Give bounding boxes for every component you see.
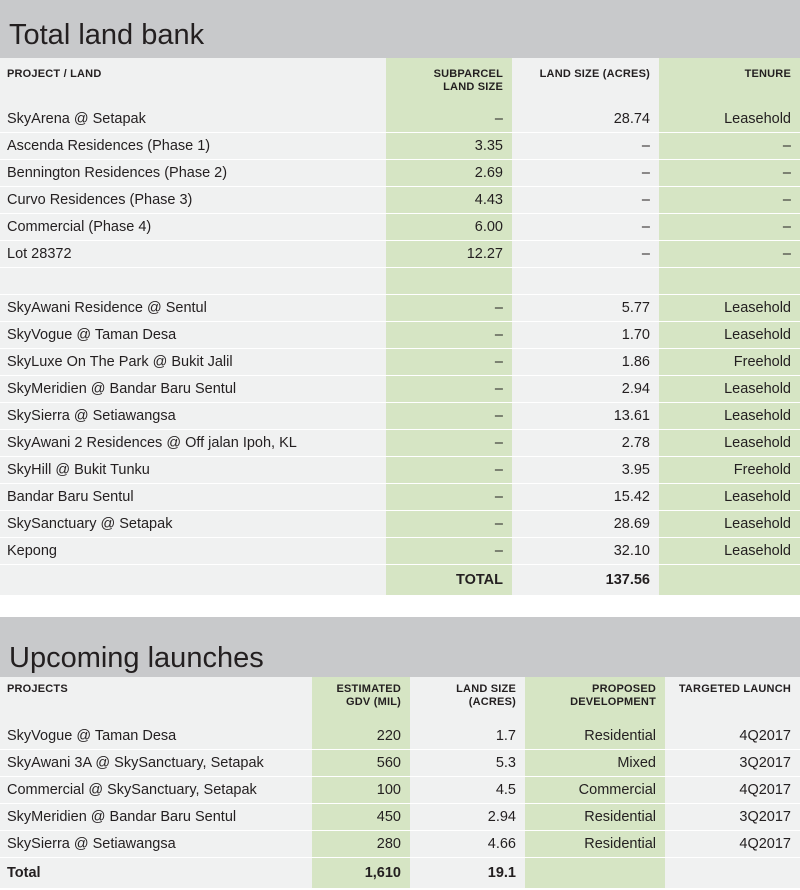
land-size: – [512,214,659,241]
estimated-gdv: 450 [312,804,410,831]
subparcel-size: 6.00 [386,214,512,241]
tenure: Leasehold [659,295,800,322]
tenure: – [659,241,800,268]
launches-table [0,677,800,888]
spacer-cell [386,268,512,295]
col-land-line2: (ACRES) [468,696,516,708]
targeted-launch: 4Q2017 [665,723,800,750]
subparcel-size: – [386,430,512,457]
project-name: Kepong [0,538,386,565]
land-bank-row [0,403,800,430]
spacer-cell [0,268,386,295]
tenure: – [659,160,800,187]
total-empty-cell [0,565,386,595]
tenure: – [659,214,800,241]
subparcel-size: – [386,322,512,349]
launch-project-name: SkySierra @ Setiawangsa [0,831,312,858]
land-size: 2.94 [512,376,659,403]
land-bank-spacer-row [0,268,800,295]
land-size: 1.70 [512,322,659,349]
col-land-size: LAND SIZE (ACRES) [539,68,650,80]
land-bank-header-row [0,58,800,106]
land-size: – [512,187,659,214]
launch-row [0,804,800,831]
tenure: Leasehold [659,106,800,133]
proposed-development: Mixed [525,750,665,777]
project-name: SkyAwani Residence @ Sentul [0,295,386,322]
land-size: 15.42 [512,484,659,511]
tenure: Leasehold [659,376,800,403]
launches-header-row [0,677,800,723]
targeted-launch: 3Q2017 [665,804,800,831]
total-empty-cell [525,858,665,888]
launch-land-size: 4.66 [410,831,525,858]
land-bank-title: Total land bank [9,19,205,51]
land-bank-row [0,322,800,349]
land-bank-row [0,295,800,322]
project-name: SkyLuxe On The Park @ Bukit Jalil [0,349,386,376]
subparcel-size: – [386,403,512,430]
launch-row [0,723,800,750]
tenure: Leasehold [659,430,800,457]
tenure: Leasehold [659,484,800,511]
spacer-cell [659,268,800,295]
tenure: – [659,187,800,214]
subparcel-size: – [386,349,512,376]
subparcel-size: 4.43 [386,187,512,214]
targeted-launch: 4Q2017 [665,777,800,804]
project-name: Ascenda Residences (Phase 1) [0,133,386,160]
section-divider [0,595,800,617]
col-tenure: TENURE [659,58,800,106]
launch-land-size: 4.5 [410,777,525,804]
estimated-gdv: 280 [312,831,410,858]
launch-land-size: 5.3 [410,750,525,777]
land-bank-row [0,133,800,160]
land-size: 28.69 [512,511,659,538]
project-name: SkyHill @ Bukit Tunku [0,457,386,484]
launch-row [0,750,800,777]
land-size: 1.86 [512,349,659,376]
tenure: – [659,133,800,160]
land-size: 13.61 [512,403,659,430]
total-empty-cell [665,858,800,888]
subparcel-size: – [386,376,512,403]
launch-project-name: SkyMeridien @ Bandar Baru Sentul [0,804,312,831]
tenure: Freehold [659,349,800,376]
estimated-gdv: 100 [312,777,410,804]
targeted-launch: 4Q2017 [665,831,800,858]
launches-header [0,617,800,677]
land-bank-table [0,58,800,595]
col-project-land: PROJECT / LAND [7,68,102,80]
tenure: Leasehold [659,403,800,430]
subparcel-size: – [386,538,512,565]
tenure: Leasehold [659,322,800,349]
proposed-development: Residential [525,804,665,831]
col-gdv-line1: ESTIMATED [336,683,401,695]
col-gdv-line2: GDV (MIL) [346,696,401,708]
launch-project-name: SkyVogue @ Taman Desa [0,723,312,750]
project-name: SkyArena @ Setapak [0,106,386,133]
land-size: – [512,160,659,187]
subparcel-size: – [386,106,512,133]
tenure: Leasehold [659,511,800,538]
col-projects: PROJECTS [7,683,68,695]
proposed-development: Commercial [525,777,665,804]
land-bank-row [0,349,800,376]
land-bank-row [0,538,800,565]
spacer-cell [512,268,659,295]
subparcel-size: – [386,511,512,538]
launch-land-size: 2.94 [410,804,525,831]
project-name: SkySanctuary @ Setapak [0,511,386,538]
land-bank-row [0,160,800,187]
project-name: Curvo Residences (Phase 3) [0,187,386,214]
project-name: Lot 28372 [0,241,386,268]
land-bank-row [0,241,800,268]
land-size: 2.78 [512,430,659,457]
col-dev-line1: PROPOSED [592,683,656,695]
land-size: – [512,133,659,160]
targeted-launch: 3Q2017 [665,750,800,777]
col-land-size-acres [410,677,525,723]
launch-project-name: Commercial @ SkySanctuary, Setapak [0,777,312,804]
launches-title: Upcoming launches [9,642,264,674]
subparcel-size: – [386,295,512,322]
subparcel-size: – [386,457,512,484]
total-empty-cell [659,565,800,595]
col-targeted-launch: TARGETED LAUNCH [678,683,791,695]
proposed-development: Residential [525,723,665,750]
project-name: Commercial (Phase 4) [0,214,386,241]
subparcel-size: 2.69 [386,160,512,187]
estimated-gdv: 220 [312,723,410,750]
land-bank-row [0,511,800,538]
land-bank-row [0,430,800,457]
land-bank-row [0,106,800,133]
tenure: Freehold [659,457,800,484]
col-subparcel-label: SUBPARCEL LAND SIZE [433,68,503,93]
estimated-gdv: 560 [312,750,410,777]
launch-project-name: SkyAwani 3A @ SkySanctuary, Setapak [0,750,312,777]
launches-total-row [0,858,800,888]
project-name: Bennington Residences (Phase 2) [0,160,386,187]
land-bank-total-row [0,565,800,595]
subparcel-size: – [386,484,512,511]
land-size: 32.10 [512,538,659,565]
land-size: 3.95 [512,457,659,484]
col-dev-line2: DEVELOPMENT [570,696,656,708]
col-land-line1: LAND SIZE [456,683,516,695]
proposed-development: Residential [525,831,665,858]
launches-total-label: Total [7,865,41,881]
land-size: 28.74 [512,106,659,133]
land-bank-panel [0,58,800,595]
land-bank-row [0,376,800,403]
subparcel-size: 3.35 [386,133,512,160]
launch-row [0,777,800,804]
tenure: Leasehold [659,538,800,565]
land-bank-row [0,187,800,214]
col-subparcel [386,58,512,106]
project-name: SkyMeridien @ Bandar Baru Sentul [0,376,386,403]
project-name: SkyVogue @ Taman Desa [0,322,386,349]
land-bank-row [0,484,800,511]
land-bank-total-value: 137.56 [605,572,650,588]
subparcel-size: 12.27 [386,241,512,268]
project-name: SkyAwani 2 Residences @ Off jalan Ipoh, KL [0,430,386,457]
launches-total-land: 19.1 [487,865,516,881]
land-bank-row [0,457,800,484]
land-bank-header [0,0,800,58]
land-size: – [512,241,659,268]
col-proposed-dev [525,677,665,723]
launches-panel [0,677,800,888]
col-gdv [312,677,410,723]
launch-land-size: 1.7 [410,723,525,750]
launches-total-gdv: 1,610 [312,858,410,888]
project-name: SkySierra @ Setiawangsa [0,403,386,430]
land-bank-total-label: TOTAL [386,565,512,595]
land-bank-row [0,214,800,241]
project-name: Bandar Baru Sentul [0,484,386,511]
land-size: 5.77 [512,295,659,322]
launch-row [0,831,800,858]
